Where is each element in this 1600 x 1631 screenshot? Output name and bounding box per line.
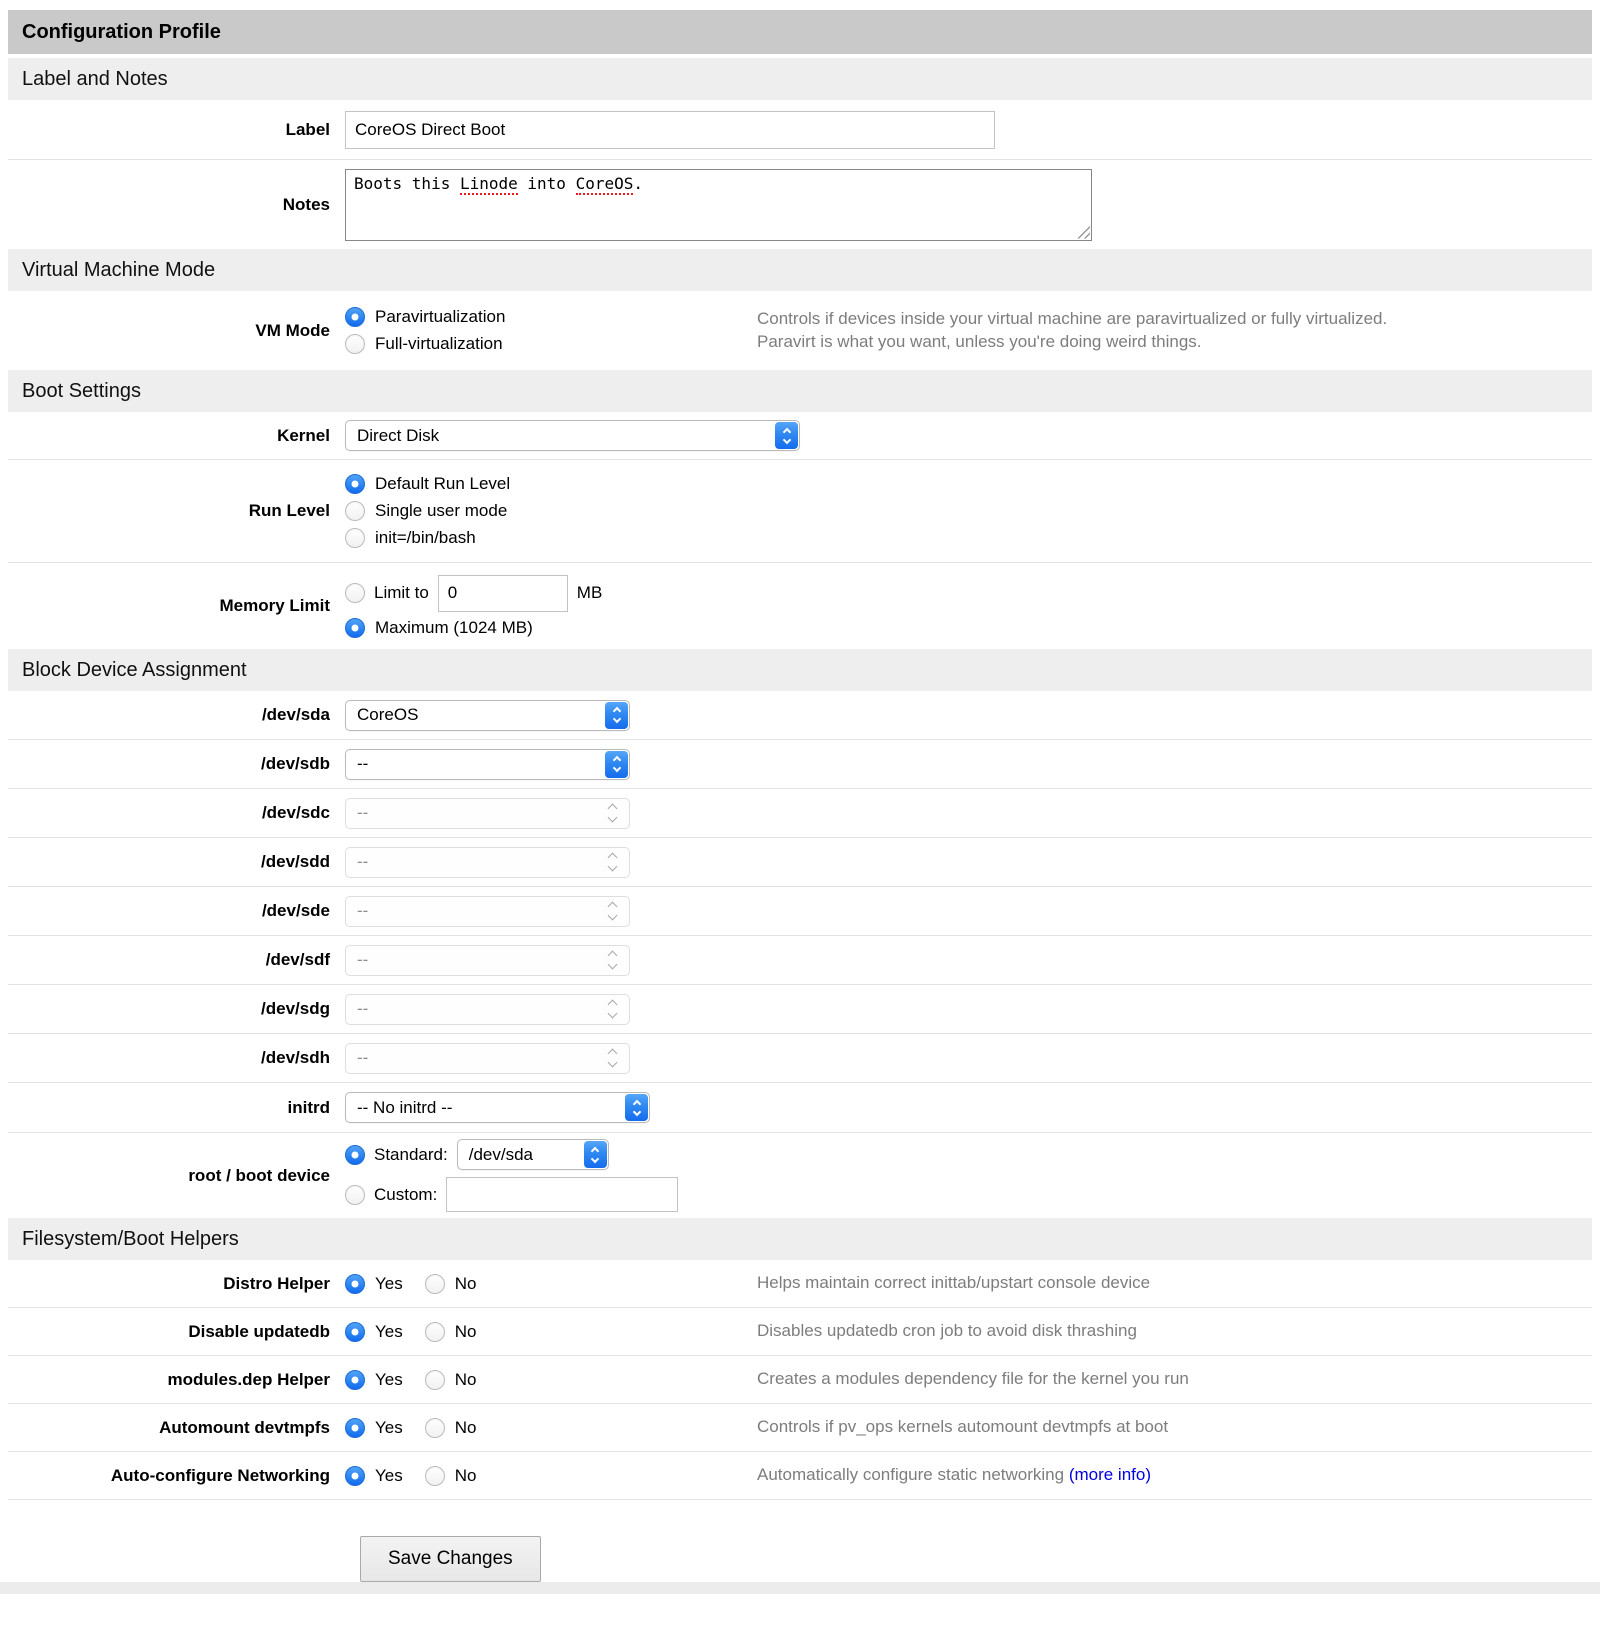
radio-label: Yes	[375, 1417, 403, 1437]
radio-selected-icon[interactable]	[345, 618, 365, 638]
device-label: /dev/sde	[261, 901, 330, 920]
radio-paravirtualization[interactable]	[345, 307, 757, 327]
helper-row-updatedb	[8, 1308, 1592, 1356]
vm-mode-label: VM Mode	[255, 320, 330, 340]
helper-row-distro	[8, 1260, 1592, 1308]
device-sda-select[interactable]	[345, 700, 630, 731]
device-sdf-select	[345, 945, 630, 976]
radio-selected-icon[interactable]	[345, 307, 365, 327]
notes-misspelled-word: Linode	[459, 173, 518, 193]
helper-help-text: Automatically configure static networking	[757, 1465, 1069, 1485]
radio-unselected-icon[interactable]	[425, 1370, 445, 1390]
radio-yes[interactable]	[345, 1274, 403, 1294]
radio-unselected-icon[interactable]	[345, 501, 365, 521]
notes-textarea[interactable]	[345, 169, 1092, 241]
radio-label: Maximum (1024 MB)	[375, 617, 533, 637]
chevron-down-icon	[608, 960, 618, 970]
helper-label: Disable updatedb	[188, 1321, 330, 1341]
form-footer	[8, 1500, 1592, 1594]
chevron-down-icon	[608, 911, 618, 921]
run-level-label: Run Level	[248, 501, 330, 520]
radio-unselected-icon[interactable]	[345, 583, 365, 603]
helper-help: Helps maintain correct inittab/upstart console device	[757, 1273, 1151, 1293]
chevron-up-icon	[591, 1146, 599, 1154]
dropdown-stepper-icon	[584, 1141, 607, 1168]
radio-init-bin-bash[interactable]	[345, 528, 757, 548]
radio-single-user-mode[interactable]	[345, 501, 757, 521]
device-select-value: CoreOS	[357, 705, 419, 724]
notes-text: .	[633, 173, 643, 193]
kernel-select[interactable]	[345, 420, 800, 451]
device-row-sda	[8, 691, 1592, 740]
radio-label: Yes	[375, 1321, 403, 1341]
label-input[interactable]	[345, 111, 995, 149]
vm-mode-help	[757, 308, 1592, 354]
radio-default-run-level[interactable]	[345, 474, 757, 494]
device-sdd-select	[345, 847, 630, 878]
device-label: /dev/sdg	[261, 999, 330, 1018]
radio-unselected-icon[interactable]	[425, 1466, 445, 1486]
radio-label: Paravirtualization	[375, 307, 506, 326]
radio-unselected-icon[interactable]	[425, 1418, 445, 1438]
notes-text: Boots this	[354, 173, 460, 193]
radio-full-virtualization[interactable]	[345, 334, 757, 354]
kernel-row	[8, 412, 1592, 460]
memory-limit-label: Memory Limit	[219, 596, 330, 615]
device-select-value: --	[357, 1048, 369, 1067]
radio-unselected-icon[interactable]	[345, 528, 365, 548]
initrd-row	[8, 1083, 1592, 1133]
helper-help: Creates a modules dependency file for the kernel you run	[757, 1369, 1189, 1389]
section-title: Label and Notes	[22, 67, 168, 90]
chevron-down-icon	[591, 1154, 599, 1162]
vm-mode-options	[345, 307, 757, 354]
kernel-select-value: Direct Disk	[357, 425, 440, 445]
section-virtual-machine-mode	[8, 249, 1592, 291]
device-select-value: --	[357, 852, 369, 871]
notes-field-label: Notes	[282, 194, 330, 214]
dropdown-stepper-icon	[625, 1094, 648, 1121]
helper-label: Automount devtmpfs	[159, 1417, 330, 1437]
root-boot-device-label: root / boot device	[188, 1165, 330, 1185]
radio-label: No	[454, 1465, 477, 1485]
root-boot-options	[345, 1139, 678, 1212]
section-filesystem-boot-helpers	[8, 1218, 1592, 1260]
label-row	[8, 100, 1592, 160]
device-sdg-select	[345, 994, 630, 1025]
helper-row-devtmpfs	[8, 1404, 1592, 1452]
radio-label: No	[454, 1369, 477, 1389]
dropdown-stepper-icon	[601, 1045, 624, 1072]
radio-yes[interactable]	[345, 1466, 403, 1486]
helper-row-networking	[8, 1452, 1592, 1500]
radio-label: Yes	[375, 1273, 403, 1293]
section-title: Block Device Assignment	[22, 658, 247, 681]
radio-selected-icon[interactable]	[345, 1274, 365, 1294]
vm-mode-row	[8, 291, 1592, 370]
device-label: /dev/sdb	[261, 754, 330, 773]
helper-label: Distro Helper	[223, 1273, 330, 1293]
helper-label: modules.dep Helper	[167, 1369, 330, 1389]
label-field-wrap	[345, 111, 995, 149]
dropdown-stepper-icon	[605, 702, 628, 729]
radio-limit-to[interactable]	[345, 575, 602, 612]
device-select-value: --	[357, 901, 369, 920]
page-title-text: Configuration Profile	[22, 20, 221, 43]
radio-label: Custom:	[374, 1184, 438, 1204]
section-title: Virtual Machine Mode	[22, 258, 216, 281]
resize-handle-icon[interactable]	[1077, 226, 1090, 239]
radio-label: No	[454, 1273, 477, 1293]
run-level-row	[8, 460, 1592, 563]
helper-help	[757, 1464, 1592, 1487]
standard-device-select[interactable]	[457, 1139, 609, 1170]
radio-unselected-icon[interactable]	[425, 1322, 445, 1342]
chevron-down-icon	[608, 1009, 618, 1019]
device-select-value: --	[357, 999, 369, 1018]
memory-limit-input[interactable]	[438, 575, 568, 612]
save-changes-button[interactable]: Save Changes	[360, 1536, 541, 1582]
radio-standard-device[interactable]	[345, 1139, 678, 1170]
device-label: /dev/sdh	[261, 1048, 330, 1067]
dropdown-stepper-icon	[775, 422, 798, 449]
dropdown-stepper-icon	[605, 751, 628, 778]
device-label: /dev/sdc	[261, 803, 330, 822]
radio-selected-icon[interactable]	[345, 1370, 365, 1390]
radio-label: Single user mode	[375, 501, 508, 520]
bottom-divider	[0, 1582, 1600, 1594]
section-block-device-assignment	[8, 649, 1592, 691]
help-text: Paravirt is what you want, unless you're doing weird things.	[757, 331, 1202, 351]
section-boot-settings	[8, 370, 1592, 412]
memory-unit-label: MB	[576, 583, 603, 602]
radio-maximum[interactable]	[345, 618, 602, 638]
device-sdb-select[interactable]	[345, 749, 630, 780]
radio-selected-icon[interactable]	[345, 1418, 365, 1438]
radio-selected-icon[interactable]	[345, 1466, 365, 1486]
device-sde-select	[345, 896, 630, 927]
device-label: /dev/sdf	[265, 950, 330, 969]
run-level-options	[345, 474, 757, 548]
chevron-down-icon	[608, 813, 618, 823]
radio-label: No	[454, 1321, 477, 1341]
chevron-down-icon	[632, 1107, 640, 1115]
radio-no[interactable]	[425, 1418, 477, 1438]
radio-unselected-icon[interactable]	[345, 1185, 365, 1205]
help-text: Controls if devices inside your virtual machine are paravirtualized or fully virtualized.	[757, 308, 1388, 328]
section-label-and-notes	[8, 58, 1592, 100]
kernel-label: Kernel	[277, 425, 330, 445]
device-row-sdd	[8, 838, 1592, 887]
initrd-select-value: -- No initrd --	[357, 1097, 453, 1117]
device-row-sdg	[8, 985, 1592, 1034]
radio-unselected-icon[interactable]	[425, 1274, 445, 1294]
radio-selected-icon[interactable]	[345, 474, 365, 494]
notes-text: into	[517, 173, 576, 193]
custom-device-input[interactable]	[446, 1177, 678, 1212]
device-sdh-select	[345, 1043, 630, 1074]
radio-custom-device[interactable]	[345, 1177, 678, 1212]
radio-no[interactable]	[425, 1322, 477, 1342]
more-info-link[interactable]: (more info)	[1068, 1465, 1151, 1485]
initrd-select[interactable]	[345, 1092, 650, 1123]
helper-row-modules-dep	[8, 1356, 1592, 1404]
radio-label: Limit to	[374, 583, 429, 602]
memory-limit-options	[345, 575, 602, 638]
device-row-sdf	[8, 936, 1592, 985]
root-boot-device-row	[8, 1133, 1592, 1218]
radio-selected-icon[interactable]	[345, 1145, 365, 1165]
chevron-down-icon	[608, 1058, 618, 1068]
device-select-value: --	[357, 950, 369, 969]
radio-label: Standard:	[374, 1144, 448, 1164]
dropdown-stepper-icon	[601, 947, 624, 974]
device-select-value: --	[357, 803, 369, 822]
initrd-label: initrd	[287, 1097, 330, 1117]
chevron-down-icon	[612, 715, 620, 723]
device-sdc-select	[345, 798, 630, 829]
section-title: Filesystem/Boot Helpers	[22, 1227, 239, 1250]
radio-no[interactable]	[425, 1370, 477, 1390]
helper-label: Auto-configure Networking	[110, 1465, 330, 1485]
device-row-sdc	[8, 789, 1592, 838]
device-row-sde	[8, 887, 1592, 936]
radio-label: No	[454, 1417, 477, 1437]
chevron-down-icon	[782, 435, 790, 443]
device-row-sdb	[8, 740, 1592, 789]
radio-unselected-icon[interactable]	[345, 334, 365, 354]
device-label: /dev/sda	[261, 705, 330, 724]
dropdown-stepper-icon	[601, 849, 624, 876]
radio-label: Yes	[375, 1465, 403, 1485]
section-title: Boot Settings	[22, 379, 141, 402]
radio-no[interactable]	[425, 1274, 477, 1294]
helper-help: Disables updatedb cron job to avoid disk thrashing	[757, 1321, 1137, 1341]
label-field-label: Label	[285, 119, 330, 139]
radio-label: init=/bin/bash	[375, 528, 476, 547]
notes-row	[8, 160, 1592, 249]
memory-limit-row	[8, 563, 1592, 649]
chevron-down-icon	[612, 764, 620, 772]
radio-label: Full-virtualization	[375, 334, 503, 353]
radio-no[interactable]	[425, 1466, 477, 1486]
radio-label: Default Run Level	[375, 474, 511, 493]
dropdown-stepper-icon	[601, 996, 624, 1023]
device-select-value: --	[357, 754, 369, 773]
device-label: /dev/sdd	[261, 852, 330, 871]
notes-misspelled-word: CoreOS	[575, 173, 634, 193]
helper-help: Controls if pv_ops kernels automount devtmpfs at boot	[757, 1417, 1169, 1437]
device-row-sdh	[8, 1034, 1592, 1083]
page-title	[8, 10, 1592, 54]
radio-selected-icon[interactable]	[345, 1322, 365, 1342]
dropdown-stepper-icon	[601, 800, 624, 827]
dropdown-stepper-icon	[601, 898, 624, 925]
radio-label: Yes	[375, 1369, 403, 1389]
chevron-down-icon	[608, 862, 618, 872]
radio-yes[interactable]	[345, 1418, 403, 1438]
standard-device-value: /dev/sda	[468, 1144, 533, 1164]
radio-yes[interactable]	[345, 1370, 403, 1390]
radio-yes[interactable]	[345, 1322, 403, 1342]
